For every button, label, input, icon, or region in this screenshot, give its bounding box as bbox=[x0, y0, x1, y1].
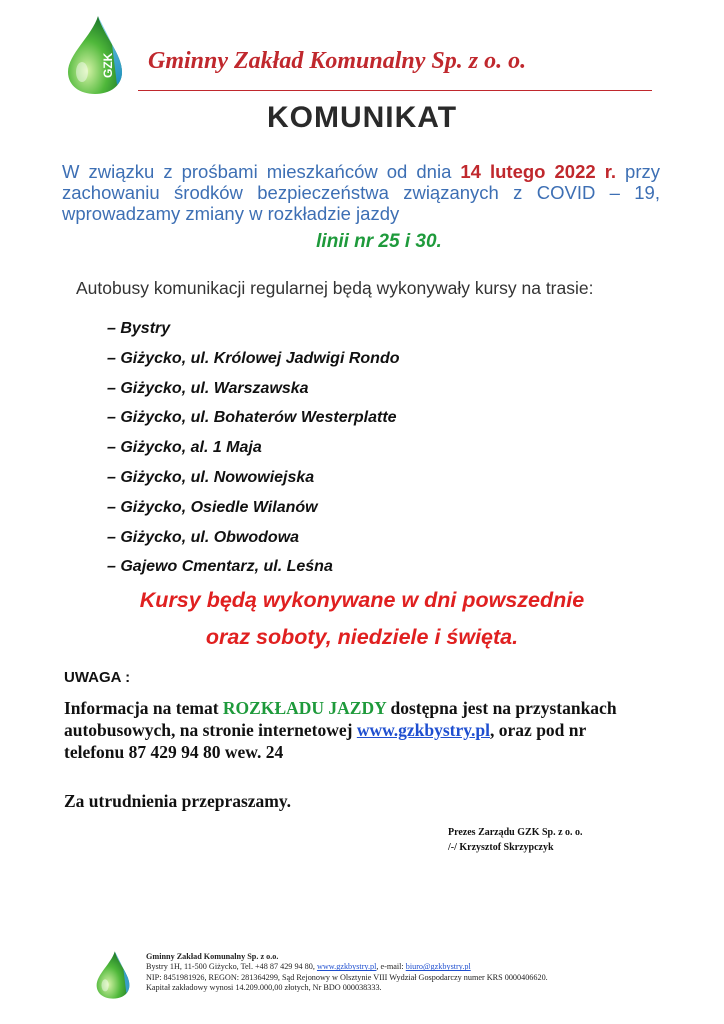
signature-title: Prezes Zarządu GZK Sp. z o. o. bbox=[448, 827, 583, 838]
info-paragraph bbox=[64, 697, 624, 763]
schedule-notice-line1: Kursy będą wykonywane w dni powszednie bbox=[139, 588, 585, 612]
stop-item: – Giżycko, Osiedle Wilanów bbox=[107, 498, 318, 516]
stops-list bbox=[107, 320, 399, 588]
page-title: KOMUNIKAT bbox=[266, 101, 458, 134]
stop-item: – Bystry bbox=[107, 320, 171, 337]
footer-email-label: , e-mail: bbox=[376, 962, 406, 972]
info-text-1: Informacja na temat bbox=[64, 698, 223, 718]
header-divider bbox=[138, 90, 652, 91]
signature-block bbox=[448, 825, 583, 855]
info-highlight: ROZKŁADU JAZDY bbox=[222, 698, 387, 718]
footer-registry: NIP: 8451981926, REGON: 281364299, Sąd Rejonowy w Olsztynie VIII Wydział Gospodarczy numer KRS 0000406620. bbox=[146, 972, 548, 982]
intro-text-2: przy zachowaniu środków bezpieczeństwa związanych z COVID – 19, wprowadzamy zmiany w rozkładzie jazdy bbox=[62, 161, 661, 224]
logo-text: GZK bbox=[101, 52, 115, 78]
apology-text: Za utrudnienia przepraszamy. bbox=[64, 791, 292, 811]
footer-logo bbox=[93, 950, 133, 1000]
stop-item: – Giżycko, ul. Obwodowa bbox=[107, 528, 300, 546]
attention-heading: UWAGA : bbox=[64, 669, 131, 686]
stop-item: – Giżycko, ul. Bohaterów Westerplatte bbox=[107, 409, 397, 427]
footer-contact bbox=[146, 962, 548, 972]
company-name: Gminny Zakład Komunalny Sp. z o. o. bbox=[148, 48, 527, 74]
stop-item: – Giżycko, al. 1 Maja bbox=[107, 439, 262, 457]
signature-name: /-/ Krzysztof Skrzypczyk bbox=[448, 842, 554, 853]
stop-item: – Giżycko, ul. Królowej Jadwigi Rondo bbox=[107, 349, 400, 367]
footer-company-name: Gminny Zakład Komunalny Sp. z o.o. bbox=[146, 952, 279, 961]
intro-date: 14 lutego 2022 r. bbox=[460, 161, 617, 182]
intro-text-1: W związku z prośbami mieszkańców od dnia bbox=[62, 161, 461, 182]
footer-capital: Kapitał zakładowy wynosi 14.209.000,00 złotych, Nr BDO 000038333. bbox=[146, 982, 382, 992]
bus-lines-label: linii nr 25 i 30. bbox=[316, 231, 442, 252]
footer-email-link[interactable]: biuro@gzkbystry.pl bbox=[405, 962, 471, 972]
footer-address: Bystry 1H, 11-500 Giżycko, Tel. +48 87 429 94 80, bbox=[146, 962, 317, 972]
footer-website-link[interactable]: www.gzkbystry.pl bbox=[316, 962, 377, 972]
stop-item: – Gajewo Cmentarz, ul. Leśna bbox=[107, 558, 333, 576]
stop-item: – Giżycko, ul. Warszawska bbox=[107, 379, 309, 397]
intro-paragraph bbox=[62, 161, 660, 224]
route-intro: Autobusy komunikacji regularnej będą wykonywały kursy na trasie: bbox=[76, 278, 594, 298]
stop-item: – Giżycko, ul. Nowowiejska bbox=[107, 468, 315, 486]
website-link[interactable]: www.gzkbystry.pl bbox=[356, 720, 491, 740]
gzk-logo bbox=[62, 14, 128, 96]
footer bbox=[146, 952, 548, 993]
info-text-2: dostępna jest na przystankach autobusowych, na stronie internetowej bbox=[64, 698, 617, 740]
info-text-3: , oraz pod nr telefonu 87 429 94 80 wew. 24 bbox=[64, 720, 586, 762]
schedule-notice-line2: oraz soboty, niedziele i święta. bbox=[205, 625, 519, 649]
